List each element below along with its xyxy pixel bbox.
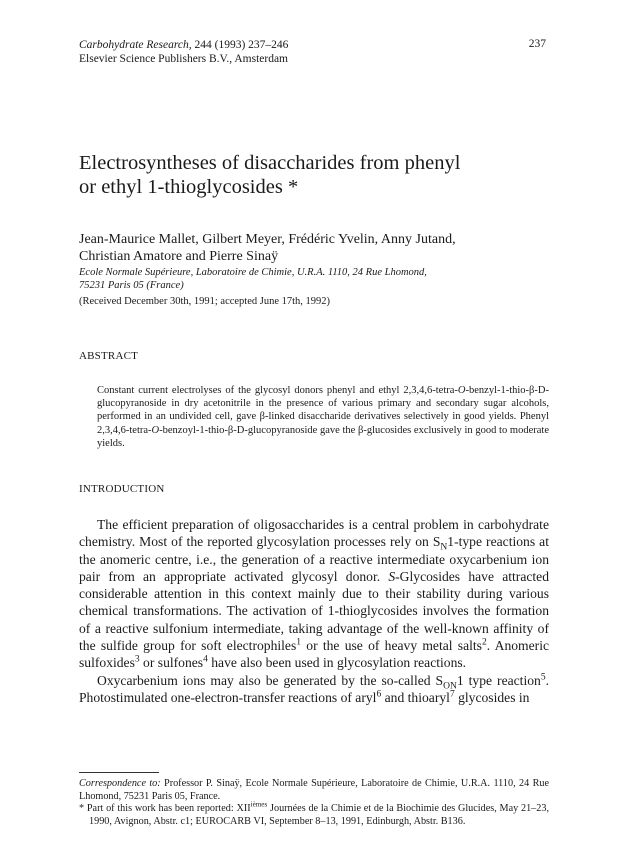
footnote-star: * Part of this work has been reported: $XII^{ièmes}$ Journées de la Chimie et de la Biochimie des Glucides, May 21–23, 1990, Avignon, Abstr. c1; EUROCARB VI, September 8–13, 1991, Edinburgh, Abstr. B136.	[79, 800, 549, 827]
citation-ref: 7	[449, 689, 455, 700]
paragraph-2: Oxycarbenium ions may also be generated by the so-called $S_{ON}1$ type reaction$^5$. Photostimulated one-electron-transfer reactions of aryl$^6$ and thioaryl$^7$ glycosides in	[79, 672, 549, 705]
running-header	[79, 38, 288, 66]
citation-ref: 5	[540, 672, 546, 683]
author-list	[79, 231, 549, 265]
footnote-rule	[79, 772, 159, 773]
authors-line-1: Jean-Maurice Mallet, Gilbert Meyer, Frédéric Yvelin, Anny Jutand,	[79, 232, 456, 247]
page-number: 237	[528, 38, 546, 50]
footnotes	[79, 778, 549, 828]
authors-line-2: Christian Amatore and Pierre Sinaÿ	[79, 249, 279, 264]
journal-citation: 244 (1993) 237–246	[194, 39, 289, 51]
publisher: Elsevier Science Publishers B.V., Amsterdam	[79, 53, 288, 65]
title-line-2: or ethyl 1-thioglycosides *	[79, 176, 299, 198]
affiliation-line-2: 75231 Paris 05 (France)	[79, 280, 184, 291]
title-line-1: Electrosyntheses of disaccharides from phenyl	[79, 152, 461, 174]
abstract-text: Constant current electrolyses of the glycosyl donors phenyl and ethyl 2,3,4,6-tetra-O-benzyl-1-thio-β-D-glucopyranoside in dry acetonitrile in the presence of various primary and secondary sugar alcohols, performed in an undivided cell, gave β-linked disaccharide derivatives selectively in good yields. Phenyl 2,3,4,6-tetra-O-benzoyl-1-thio-β-D-glucopyranoside gave the β-glucosides exclusively in good to moderate yields.	[97, 385, 549, 449]
affiliation-line-1: Ecole Normale Supérieure, Laboratoire de Chimie, U.R.A. 1110, 24 Rue Lhomond,	[79, 267, 427, 278]
abstract-heading: ABSTRACT	[79, 350, 139, 362]
citation-ref: 4	[203, 654, 208, 665]
introduction-heading: INTRODUCTION	[79, 483, 165, 495]
citation-ref: 3	[134, 654, 140, 665]
affiliation	[79, 266, 549, 292]
paragraph-1: The efficient preparation of oligosaccharides is a central problem in carbohydrate chemistry. Most of the reported glycosylation processes rely on $S_N1$-type reactions at the anomeric centre, i.e., the generation of a reactive intermediate oxycarbenium ion pair from an appropriate activated glycosyl donor. S-Glycosides have attracted considerable attention in this context mainly due to their stability during various chemical transformations. The activation of 1-thioglycosides involves the formation of a reactive sulfonium intermediate, taking advantage of the well-known affinity of the sulfide group for soft electrophiles$^1$ or the use of heavy metal salts$^2$. Anomeric sulfoxides$^3$ or sulfones$^4$ have also been used in glycosylation reactions.	[79, 517, 550, 671]
correspondence-note: Correspondence to: Professor P. Sinaÿ, Ecole Normale Supérieure, Laboratoire de Chimie, U.R.A. 1110, 24 Rue Lhomond, 75231 Paris 05, France.	[79, 778, 549, 802]
received-dates: (Received December 30th, 1991; accepted June 17th, 1992)	[79, 296, 331, 307]
journal-name: Carbohydrate Research,	[79, 39, 192, 51]
article-title	[79, 151, 549, 199]
introduction-body	[79, 516, 549, 706]
citation-ref: 1	[296, 637, 302, 648]
citation-ref: 6	[376, 689, 382, 700]
citation-ref: 2	[481, 637, 487, 648]
